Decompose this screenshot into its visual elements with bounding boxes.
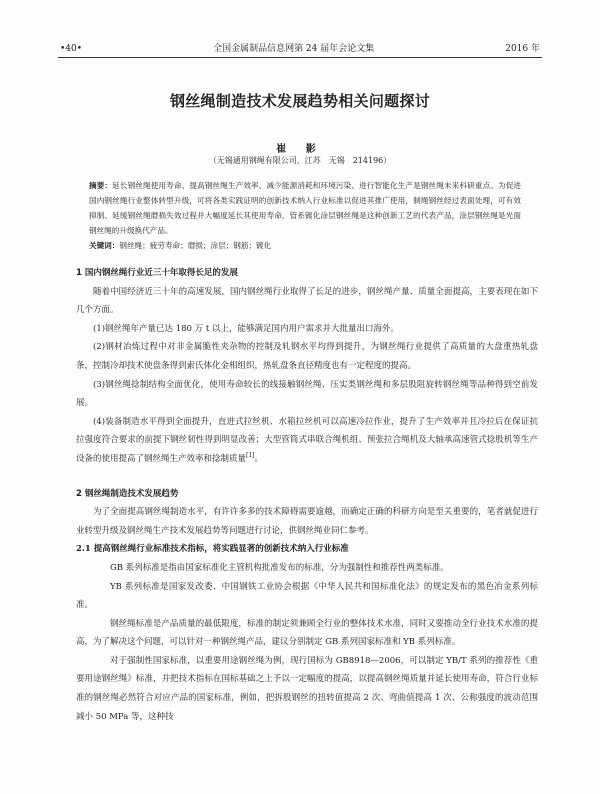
abstract-text: 延长钢丝绳使用寿命、提高钢丝绳生产效率、减少能源消耗和环境污染、进行智能化生产是钢丝绳未来科研重点。为促进国内钢丝绳行业整体转型升级，可将各类实践证明的创新技术纳入行业标准以促进其推广使用，制绳钢丝经过表面处理，可有效抑制、延缓钢丝绳磨损失效过程并大幅度延长其使用寿命，管系镀化涂层钢丝绳是这种创新工艺的代表产品，涂层钢丝绳是光面钢丝绳的升级换代产品。 xyxy=(89,181,522,235)
section-1-item-2: (2)钢材冶炼过程中对非金属脆性夹杂物的控制及轧钢水平均得到提升，为钢丝绳行业提供了高质量的大盘重热轧盘条，控制冷却技术使盘条得到索氏体化金相组织，热轧盘条直径精度也有一定程度的提高。 xyxy=(76,342,538,371)
section-1-item-4-tail: 。 xyxy=(254,453,264,464)
keywords-label: 关键词： xyxy=(89,241,120,250)
citation-ref: [1] xyxy=(246,452,255,460)
header-divider xyxy=(58,57,542,58)
section-1-heading: 1 国内钢丝绳行业近三十年取得长足的发展 xyxy=(76,268,238,278)
section-1-item-4 xyxy=(76,413,538,469)
keywords-paragraph xyxy=(89,238,521,253)
page-number: •40• xyxy=(60,44,83,54)
abstract-paragraph xyxy=(89,178,521,238)
section-gap xyxy=(76,469,538,485)
section-1-item-3: (3)钢丝绳捻制结构全面优化，使用寿命较长的线接触钢丝绳、压实类钢丝绳和多层股阻旋转钢丝绳等品种得到空前发展。 xyxy=(76,379,538,409)
author-name: 崔 影 xyxy=(276,144,324,155)
section-1-item-4-text: (4)装备制造水平得到全面提升，直进式拉丝机、水箱拉丝机可以高速冷拉作业，提升了生产效率并且冷拉后在保证抗拉强度符合要求的前提下钢丝韧性得到明显改善；大型管筒式串联合绳机组、预张拉合绳机及大轴承高速管式捻股机等生产设备的使用提高了钢丝绳生产效率和捻制质量 xyxy=(76,416,538,464)
subsection-2-1-paragraph-1: GB 系列标准是指由国家标准化主管机构批准发布的标准，分为强制性和推荐性两类标准。 xyxy=(110,562,449,573)
section-2-heading: 2 钢丝绳制造技术发展趋势 xyxy=(76,488,179,499)
abstract-label: 摘要： xyxy=(89,181,113,190)
abstract-block xyxy=(89,178,521,253)
author-affiliation: （无锡通用钢绳有限公司，江苏 无锡 214196） xyxy=(208,156,392,165)
section-2-paragraph: 为了全面提高钢丝绳制造水平，有许许多多的技术障碍需要逾越，而确定正确的科研方向是至关重要的，笔者就促进行业转型升级及钢丝绳生产技术发展趋势等问题进行讨论，供钢丝绳业同仁参考。 xyxy=(76,507,538,536)
subsection-2-1-paragraph-4: 对于强制性国家标准，以重要用途钢丝绳为例，现行国标为 GB8918—2006，可以制定 YB/T 系列的推荐性《重要用途钢丝绳》标准，并把技术指标在国标基础之上予以一定幅度的提高，以提高钢丝绳质量并延长使用寿命，符合行业标准的钢丝绳必然符合对应产品的国家标准，例如，把拆股钢丝的扭转值提高 2 次、弯曲值提高 1 次、公称强度的波动范围减小 50 MPa 等，这种技 xyxy=(76,655,538,722)
page-header xyxy=(60,38,540,54)
paper-title: 钢丝绳制造技术发展趋势相关问题探讨 xyxy=(169,92,431,110)
subsection-2-1-heading: 2.1 提高钢丝绳行业标准技术指标，将实践显著的创新技术纳入行业标准 xyxy=(76,544,349,555)
subsection-2-1-paragraph-2: YB 系列标准是国家发改委、中国钢铁工业协会根据《中华人民共和国标准化法》的规定发布的黑色冶金系列标准。 xyxy=(76,581,538,611)
section-1-paragraph: 随着中国经济近三十年的高速发展，国内钢丝绳行业取得了长足的进步，钢丝绳产量、质量全面提高，主要表现在如下几个方面。 xyxy=(76,286,538,316)
journal-title: 全国金属制品信息网第 24 届年会论文集 xyxy=(213,44,375,54)
subsection-2-1-paragraph-3: 钢丝绳标准是产品质量的最低限度，标准的制定须兼顾全行业的整体技术水准，同时又要推动全行业技术水准的提高，为了解决这个问题，可以针对一种钢丝绳产品，建议分别制定 GB 系列国家标准和 YB 系列标准。 xyxy=(76,618,538,648)
section-1-item-1: (1)钢丝绳年产量已达 180 万 t 以上，能够满足国内用户需求并大批量出口海外。 xyxy=(93,323,399,334)
keywords-text: 钢丝绳；疲劳寿命；磨损；涂层；钢筋；镀化 xyxy=(119,241,272,250)
body-text xyxy=(76,264,538,726)
journal-year: 2016 年 xyxy=(505,44,540,54)
